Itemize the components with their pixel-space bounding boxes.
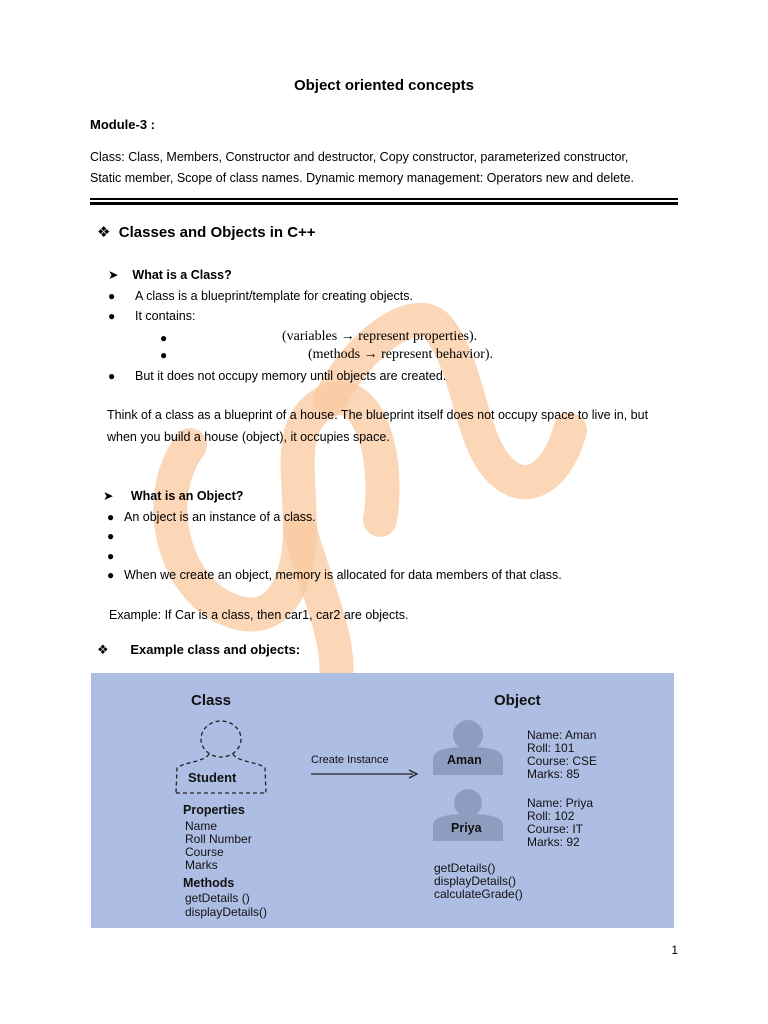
object-detail: Name: Aman	[527, 728, 597, 742]
divider-line-thick	[90, 202, 678, 205]
arrow-label: Create Instance	[311, 754, 389, 766]
object-detail: Course: CSE	[527, 754, 598, 768]
diagram-object-title: Object	[494, 692, 541, 709]
sub-list-item: (methods → represent behavior).	[308, 347, 494, 362]
bullet-icon: ●	[160, 348, 168, 362]
syllabus-line-1: Class: Class, Members, Constructor and destructor, Copy constructor, parameterized constructor,	[90, 150, 629, 164]
student-outline-icon	[171, 718, 271, 800]
list-item: A class is a blueprint/template for creating objects.	[135, 289, 413, 303]
section-heading-text: Classes and Objects in C++	[118, 224, 316, 241]
arrow-bullet-icon: ➤	[108, 268, 119, 282]
object-name: Aman	[447, 753, 482, 767]
bullet-icon: ●	[107, 568, 115, 582]
object-detail: Roll: 101	[527, 741, 575, 755]
analogy-line-2: when you build a house (object), it occupies space.	[107, 430, 390, 444]
arrow-bullet-icon: ➤	[103, 489, 114, 503]
example-text: Example: If Car is a class, then car1, car2 are objects.	[109, 608, 409, 622]
bullet-icon: ●	[107, 510, 115, 524]
divider-line	[90, 198, 678, 200]
list-item: When we create an object, memory is allocated for data members of that class.	[124, 568, 562, 582]
property-item: Course	[185, 845, 224, 859]
section-heading	[97, 223, 316, 241]
object-detail: Marks: 92	[527, 835, 580, 849]
list-item: It contains:	[135, 309, 196, 323]
object-method: getDetails()	[434, 861, 496, 875]
diagram-class-title: Class	[191, 692, 232, 709]
object-subheading-text: What is an Object?	[130, 489, 244, 503]
diamond-bullet-icon: ❖	[97, 224, 111, 241]
analogy-paragraph	[107, 404, 667, 448]
object-detail: Roll: 102	[527, 809, 575, 823]
sub-list-item: (variables → represent properties).	[282, 329, 478, 344]
class-subheading-text: What is a Class?	[132, 268, 232, 282]
object-method: displayDetails()	[434, 874, 517, 888]
class-object-diagram	[91, 673, 674, 928]
property-item: Roll Number	[185, 832, 252, 846]
bullet-icon: ●	[107, 529, 115, 543]
example-heading	[97, 642, 300, 658]
bullet-icon: ●	[108, 289, 116, 303]
bullet-icon: ●	[107, 549, 115, 563]
object-subheading	[103, 488, 243, 503]
list-item: An object is an instance of a class.	[124, 510, 316, 524]
diamond-bullet-icon: ❖	[97, 642, 109, 657]
class-name: Student	[188, 770, 237, 785]
bullet-icon: ●	[160, 331, 168, 345]
property-item: Marks	[185, 858, 218, 872]
object-detail: Marks: 85	[527, 767, 580, 781]
page-title: Object oriented concepts	[293, 77, 475, 94]
method-item: displayDetails()	[185, 905, 268, 919]
bullet-icon: ●	[108, 309, 116, 323]
analogy-line-1: Think of a class as a blueprint of a house. The blueprint itself does not occupy space to live in, but	[107, 408, 649, 422]
page-number: 1	[671, 943, 678, 957]
bullet-icon: ●	[108, 369, 116, 383]
methods-heading: Methods	[183, 876, 235, 890]
example-heading-text: Example class and objects:	[130, 642, 301, 657]
syllabus-text	[90, 147, 690, 189]
object-name: Priya	[451, 821, 482, 835]
right-arrow-icon	[309, 768, 421, 780]
list-item: But it does not occupy memory until objects are created.	[135, 369, 447, 383]
method-item: getDetails ()	[185, 891, 250, 905]
object-method: calculateGrade()	[434, 887, 523, 901]
object-detail: Course: IT	[527, 822, 584, 836]
property-item: Name	[185, 819, 218, 833]
class-subheading	[108, 267, 232, 282]
properties-heading: Properties	[183, 803, 245, 817]
object-detail: Name: Priya	[527, 796, 594, 810]
module-label: Module-3 :	[90, 117, 155, 132]
syllabus-line-2: Static member, Scope of class names. Dynamic memory management: Operators new and delete.	[90, 171, 634, 185]
